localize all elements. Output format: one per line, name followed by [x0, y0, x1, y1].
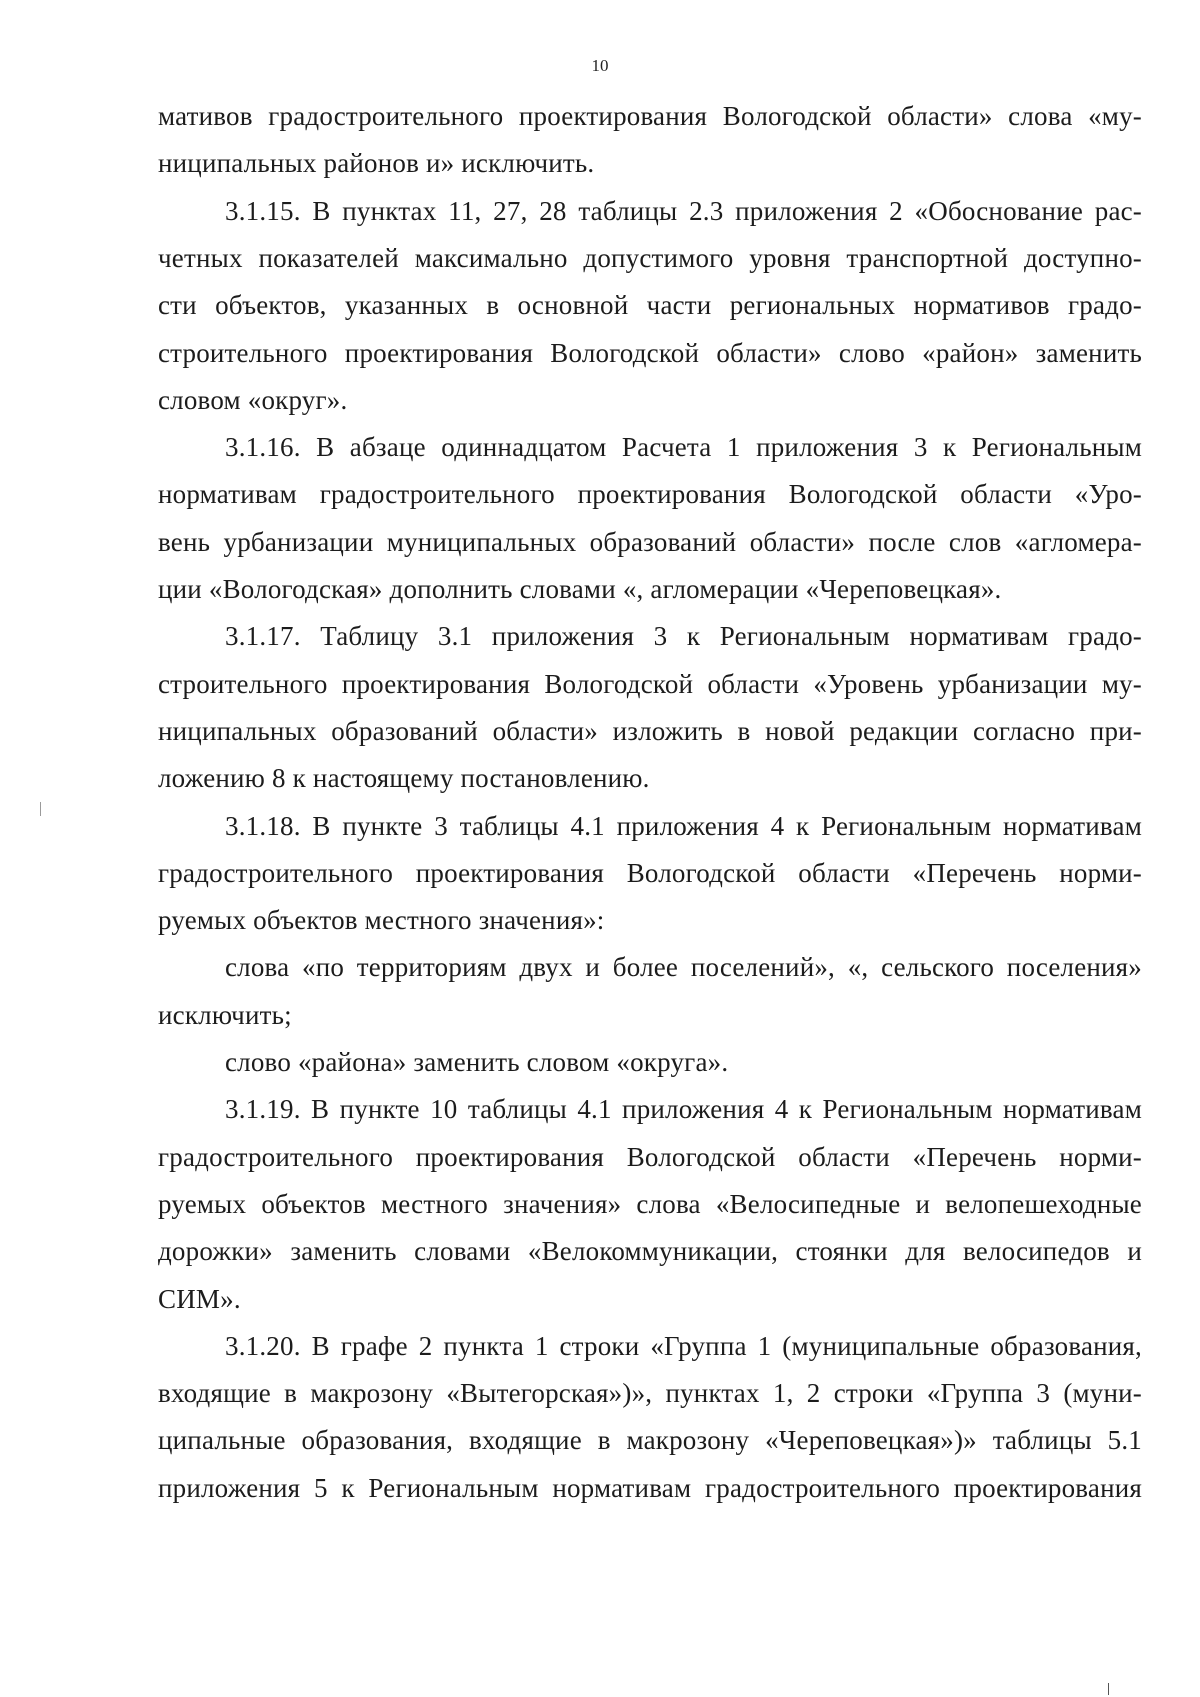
- text-line: строительного проектирования Вологодской области» слово «район» заменить: [158, 337, 1142, 368]
- text-line: СИМ».: [158, 1283, 241, 1314]
- text-line: градостроительного проектирования Вологодской области «Перечень норми-: [158, 857, 1142, 888]
- text-line: 3.1.16. В абзаце одиннадцатом Расчета 1 приложения 3 к Региональным: [225, 432, 1142, 463]
- text-line: ложению 8 к настоящему постановлению.: [158, 763, 650, 794]
- text-line: строительного проектирования Вологодской области «Уровень урбанизации му-: [158, 668, 1142, 699]
- text-line: слова «по территориям двух и более поселений», «, сельского поселения»: [225, 952, 1142, 983]
- text-line: руемых объектов местного значения» слова «Велосипедные и велопешеходные: [158, 1188, 1142, 1219]
- text-line: руемых объектов местного значения»:: [158, 905, 605, 936]
- scan-mark: [40, 802, 41, 816]
- text-line: 3.1.15. В пунктах 11, 27, 28 таблицы 2.3 приложения 2 «Обоснование рас-: [225, 195, 1142, 226]
- text-line: исключить;: [158, 999, 292, 1030]
- text-line: словом «округ».: [158, 384, 348, 415]
- text-line: слово «района» заменить словом «округа».: [225, 1047, 729, 1077]
- text-line: вень урбанизации муниципальных образований области» после слов «агломера-: [158, 526, 1142, 557]
- text-line: приложения 5 к Региональным нормативам градостроительного проектирования: [158, 1472, 1142, 1503]
- scan-mark-bottom: [1108, 1683, 1109, 1695]
- text-line: мативов градостроительного проектирования Вологодской области» слова «му-: [158, 101, 1142, 131]
- text-line: четных показателей максимально допустимого уровня транспортной доступно-: [158, 242, 1142, 273]
- text-line: 3.1.18. В пункте 3 таблицы 4.1 приложения 4 к Региональным нормативам: [225, 810, 1142, 841]
- text-line: 3.1.20. В графе 2 пункта 1 строки «Группа 1 (муниципальные образования,: [225, 1330, 1142, 1361]
- text-line: градостроительного проектирования Вологодской области «Перечень норми-: [158, 1141, 1142, 1172]
- text-line: нормативам градостроительного проектирования Вологодской области «Уро-: [158, 479, 1142, 510]
- text-line: сти объектов, указанных в основной части региональных нормативов градо-: [158, 290, 1142, 321]
- text-line: ципальные образования, входящие в макрозону «Череповецкая»)» таблицы 5.1: [158, 1425, 1142, 1456]
- page-number: 10: [591, 56, 609, 75]
- text-line: ции «Вологодская» дополнить словами «, агломерации «Череповецкая».: [158, 574, 1002, 604]
- text-line: ниципальных районов и» исключить.: [158, 148, 595, 179]
- text-line: 3.1.17. Таблицу 3.1 приложения 3 к Региональным нормативам градо-: [225, 621, 1142, 652]
- text-line: 3.1.19. В пункте 10 таблицы 4.1 приложения 4 к Региональным нормативам: [225, 1094, 1142, 1125]
- text-line: входящие в макрозону «Вытегорская»)», пунктах 1, 2 строки «Группа 3 (муни-: [158, 1378, 1142, 1409]
- text-line: ниципальных образований области» изложить в новой редакции согласно при-: [158, 715, 1142, 746]
- text-line: дорожки» заменить словами «Велокоммуникации, стоянки для велосипедов и: [158, 1236, 1142, 1267]
